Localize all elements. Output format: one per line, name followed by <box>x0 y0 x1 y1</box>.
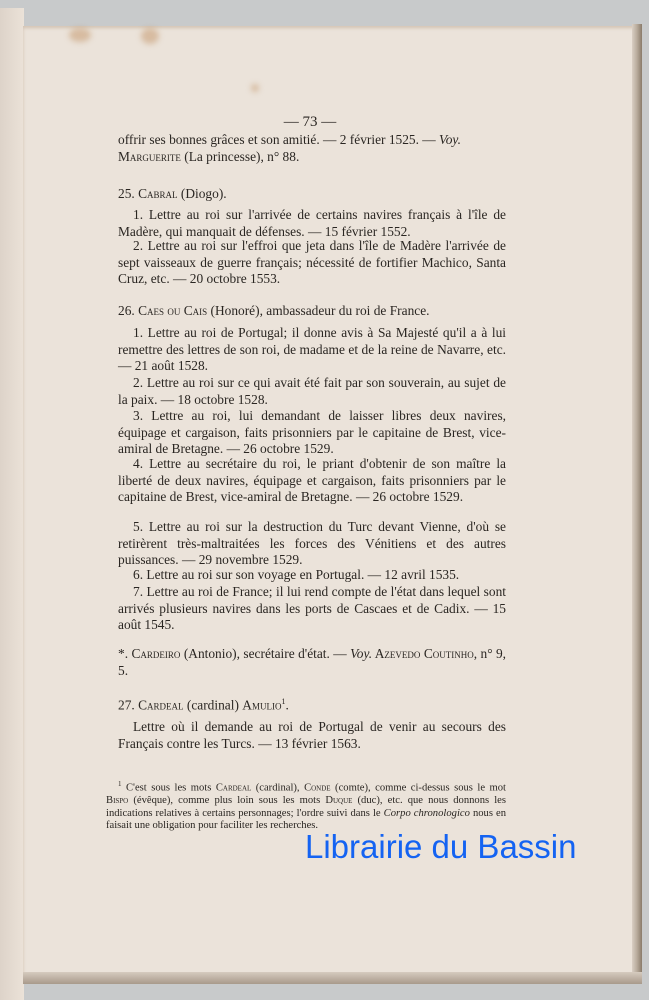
entry-26-item: 5. Lettre au roi sur la destruction du Turc devant Vienne, d'où se retirèrent très-maltraitées les forces des Vénitiens et des autres puissances. — 29 novembre 1529. <box>118 519 506 567</box>
entry-name: Cabral <box>138 186 178 201</box>
page-number: — 73 — <box>283 114 337 130</box>
text: (comte), comme ci-dessus sous le mot <box>330 782 506 794</box>
entry-26-item: 7. Lettre au roi de France; il lui rend compte de l'état dans lequel sont arrivés plusieurs navires dans les ports de Cascaes et de Cadix. — 15 août 1545. <box>118 584 506 632</box>
term: Duque <box>325 795 353 807</box>
footnote <box>106 778 506 833</box>
term: Cardeal <box>215 782 252 794</box>
term: Bispo <box>106 795 129 807</box>
entry-number: 25. <box>118 186 139 201</box>
voy-ref: Voy. <box>439 132 461 147</box>
entry-number: *. <box>118 646 132 661</box>
facing-page-edge <box>0 8 24 1000</box>
text: C'est sous les mots <box>121 782 216 794</box>
entry-detail: (Antonio), secrétaire d'état. — <box>180 646 351 661</box>
entry-26-item: 4. Lettre au secrétaire du roi, le priant d'obtenir de son maître la liberté de deux navires, équipage et cargaison, faits prisonniers par le capitaine de Brest, vice-amiral de Bretagne. — 26 octobre 1529. <box>118 456 506 504</box>
entry-detail: (Diogo). <box>177 186 227 201</box>
entry-25-item: 1. Lettre au roi sur l'arrivée de certains navires français à l'île de Madère, qui manquait de défenses. — 15 février 1552. <box>118 207 506 239</box>
entry-name: Cardeal <box>138 697 184 713</box>
entry-name: Cardeiro <box>131 646 181 661</box>
voy-ref: Voy. <box>350 646 373 661</box>
entry-number: 26. <box>118 303 139 318</box>
entry-26-item: 3. Lettre au roi, lui demandant de laisser libres deux navires, équipage et cargaison, faits prisonniers par le capitaine de Brest, vice-amiral de Bretagne. — 26 octobre 1529. <box>118 408 506 456</box>
text: (La princesse), n° 88. <box>180 148 300 164</box>
entry-name-2: Amulio <box>242 697 282 713</box>
entry-26-heading <box>118 303 506 320</box>
term: Conde <box>304 782 331 794</box>
text: (duc), etc. que nous donnons les indications relatives à certains personnages; l'ordre suivi dans le <box>106 795 506 819</box>
ref-target: Azevedo Coutinho <box>372 646 474 661</box>
entry-number: 27. <box>118 697 139 713</box>
footnote-mark: 1 <box>118 780 122 788</box>
entry-detail: (Honoré), ambassadeur du roi de France. <box>207 303 430 318</box>
entry-26-item: 6. Lettre au roi sur son voyage en Portugal. — 12 avril 1535. <box>133 567 460 582</box>
ref-tail: , n° 9, 5. <box>118 646 507 678</box>
text: (cardinal), <box>251 782 305 794</box>
entry-detail: (cardinal) <box>183 697 243 713</box>
text: . <box>285 697 289 713</box>
entry-25-item: 2. Lettre au roi sur l'effroi que jeta dans l'île de Madère l'arrivée de sept vaisseaux de guerre français; nécessité de fortifier Machico, Santa Cruz, etc. — 20 octobre 1553. <box>118 238 506 286</box>
entry-27-text: Lettre où il demande au roi de Portugal de venir au secours des Français contre les Turcs. — 13 février 1563. <box>118 719 506 751</box>
footnote-ref: 1 <box>281 697 286 706</box>
cross-reference <box>118 646 506 679</box>
text: (évêque), comme plus loin sous les mots <box>128 795 326 807</box>
entry-27-heading <box>118 694 506 714</box>
continuation-paragraph <box>118 132 506 165</box>
entry-name: Caes ou Cais <box>138 303 208 318</box>
entry-25-heading <box>118 186 506 203</box>
watermark: Librairie du Bassin <box>305 828 577 865</box>
text: nous en faisait une obligation pour faciliter les recherches. <box>106 807 507 832</box>
title: Corpo chronologico <box>383 807 470 819</box>
page-edge <box>632 24 642 976</box>
text: offrir ses bonnes grâces et son amitié. — 2 février 1525. — <box>118 132 440 147</box>
entry-26-item: 1. Lettre au roi de Portugal; il donne avis à Sa Majesté qu'il a à lui remettre des lettres de son roi, de madame et de la reine de Navarre, etc. — 21 août 1528. <box>118 325 506 373</box>
name: Marguerite <box>118 148 181 164</box>
page-bottom-edge <box>23 972 642 984</box>
entry-26-item: 2. Lettre au roi sur ce qui avait été fait par son souverain, au sujet de la paix. — 18 octobre 1528. <box>118 375 506 407</box>
